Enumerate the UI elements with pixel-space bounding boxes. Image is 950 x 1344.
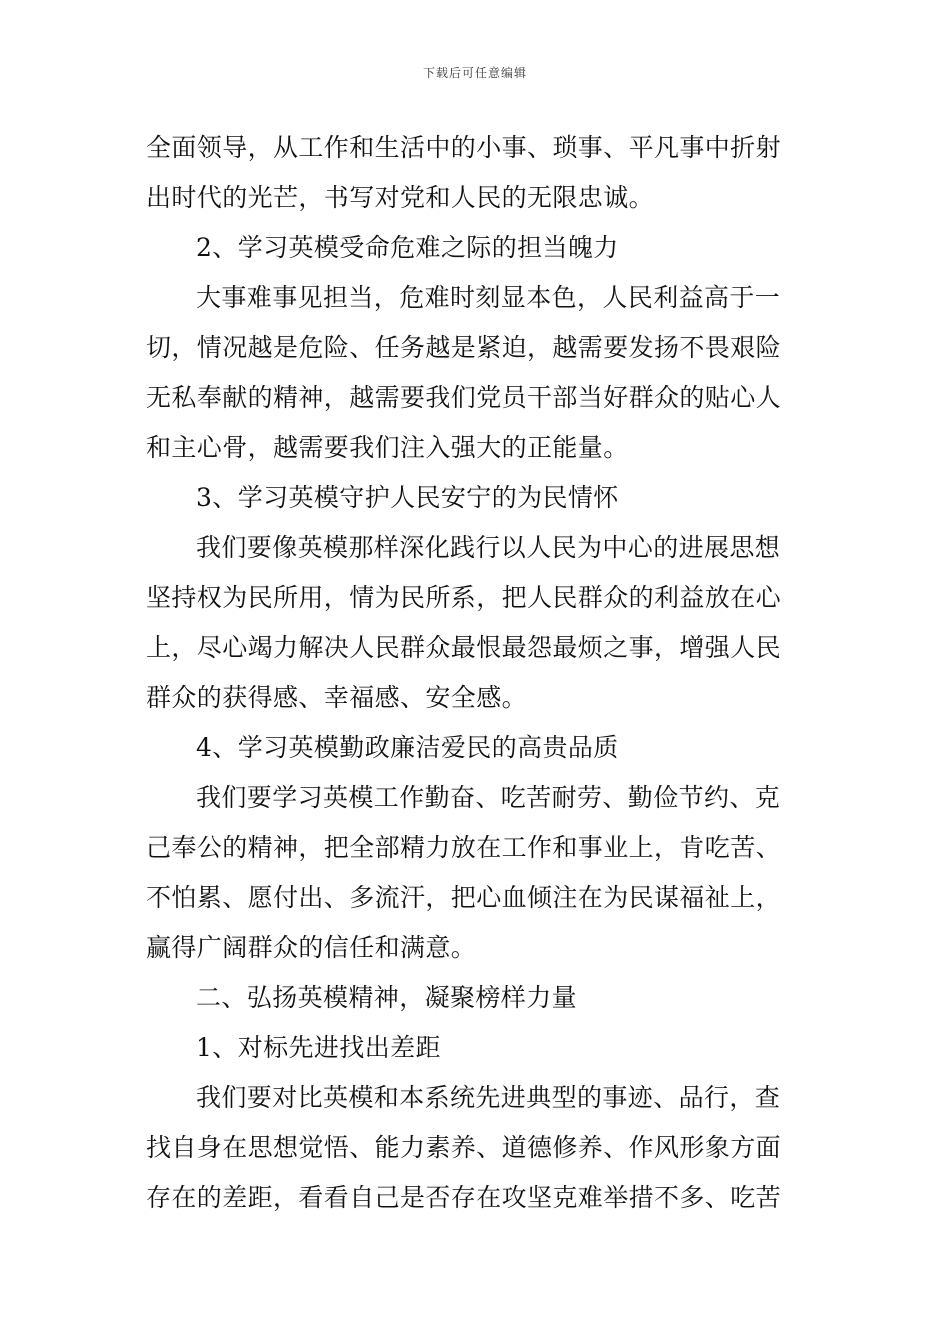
section-heading: 4、学习英模勤政廉洁爱民的高贵品质 xyxy=(196,733,619,762)
section-heading: 3、学习英模守护人民安宁的为民情怀 xyxy=(196,483,619,512)
text-line: 我们要学习英模工作勤奋、吃苦耐劳、勤俭节约、克 xyxy=(196,783,781,812)
text-line: 不怕累、愿付出、多流汗，把心血倾注在为民谋福祉上， xyxy=(146,883,782,912)
chapter-heading: 二、弘扬英模精神，凝聚榜样力量 xyxy=(196,983,578,1012)
text-line: 大事难事见担当，危难时刻显本色，人民利益高于一 xyxy=(196,283,781,312)
text-line: 我们要对比英模和本系统先进典型的事迹、品行，查 xyxy=(196,1083,781,1112)
text-line: 存在的差距，看看自己是否存在攻坚克难举措不多、吃苦 xyxy=(146,1183,782,1212)
section-heading: 1、对标先进找出差距 xyxy=(196,1033,441,1062)
page-header: 下载后可任意编辑 xyxy=(422,66,527,80)
document-body xyxy=(146,123,806,1223)
text-line: 群众的获得感、幸福感、安全感。 xyxy=(146,683,528,712)
text-line: 己奉公的精神，把全部精力放在工作和事业上，肯吃苦、 xyxy=(146,833,782,862)
text-line: 切，情况越是危险、任务越是紧迫，越需要发扬不畏艰险 xyxy=(146,333,782,362)
text-line: 我们要像英模那样深化践行以人民为中心的进展思想 xyxy=(196,533,781,562)
text-line: 全面领导，从工作和生活中的小事、琐事、平凡事中折射 xyxy=(146,133,782,162)
text-line: 上，尽心竭力解决人民群众最恨最怨最烦之事，增强人民 xyxy=(146,633,782,662)
section-heading: 2、学习英模受命危难之际的担当魄力 xyxy=(196,233,619,262)
text-line: 无私奉献的精神，越需要我们党员干部当好群众的贴心人 xyxy=(146,383,782,412)
text-line: 找自身在思想觉悟、能力素养、道德修养、作风形象方面 xyxy=(146,1133,782,1162)
text-line: 坚持权为民所用，情为民所系，把人民群众的利益放在心 xyxy=(146,583,782,612)
text-line: 赢得广阔群众的信任和满意。 xyxy=(146,933,477,962)
text-line: 出时代的光芒，书写对党和人民的无限忠诚。 xyxy=(146,183,655,212)
text-line: 和主心骨，越需要我们注入强大的正能量。 xyxy=(146,433,629,462)
